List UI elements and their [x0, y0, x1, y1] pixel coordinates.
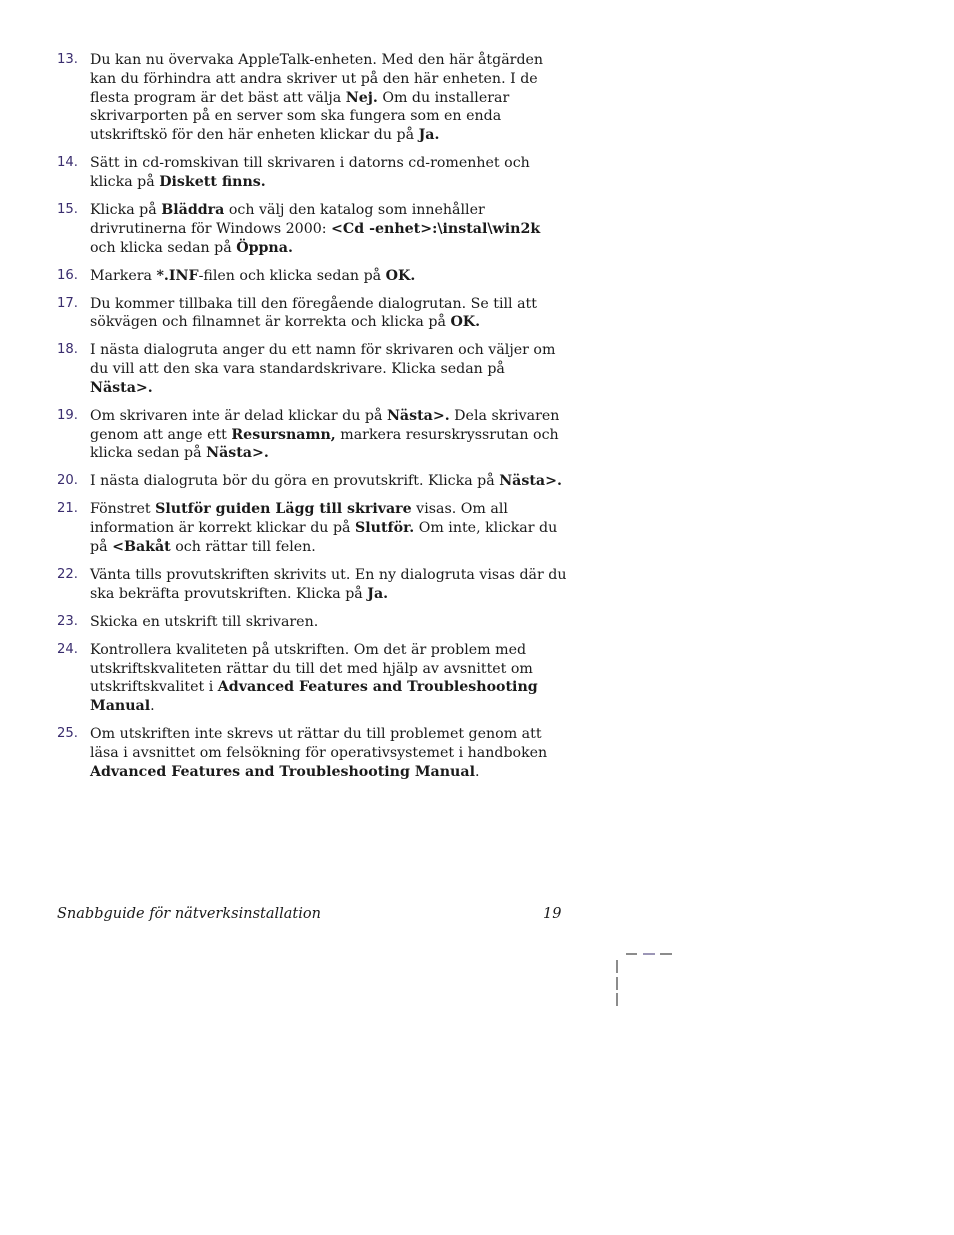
list-item [57, 51, 567, 145]
ui-term: OK. [450, 314, 481, 331]
crop-marks [612, 948, 682, 1008]
ui-term: *.INF [156, 267, 199, 284]
ui-term: Ja. [367, 585, 389, 602]
step-text [90, 614, 318, 630]
ui-term: <Cd -enhet>:\instal\win2k [331, 220, 541, 237]
footer-document-title: Snabbguide för nätverksinstallation [57, 906, 321, 922]
text-segment: Fönstret [90, 501, 156, 518]
ui-term: Nästa>. [90, 379, 153, 396]
text-segment: . [150, 698, 155, 715]
ui-term: Nästa>. [386, 407, 450, 424]
list-item [57, 566, 567, 604]
list-item [57, 500, 567, 556]
text-segment: markera resurskryssrutan och klicka sedan på [90, 426, 559, 462]
step-text [90, 567, 567, 602]
ui-term: Bläddra [161, 201, 225, 218]
ui-term: Slutför. [355, 520, 415, 537]
step-number: 16. [57, 267, 78, 283]
step-number: 23. [57, 613, 78, 629]
ui-term: Slutför guiden Lägg till skrivare [155, 501, 412, 518]
text-segment: och rättar till felen. [170, 539, 316, 556]
list-item [57, 201, 567, 257]
step-text [90, 52, 543, 143]
step-text [90, 202, 540, 256]
step-text [90, 296, 537, 331]
step-text [90, 342, 555, 396]
text-segment: Dela skrivaren genom att ange ett [90, 407, 560, 443]
step-text [90, 473, 562, 489]
text-segment: Om inte, klickar du på [90, 520, 558, 556]
list-item [57, 725, 567, 781]
step-text [90, 268, 415, 284]
text-segment: Du kommer tillbaka till den föregående dialogrutan. Se till att sökvägen och filnamnet är korrekta och klicka på [90, 295, 537, 331]
text-segment: Vänta tills provutskriften skrivits ut. En ny dialogruta visas där du ska bekräfta provutskriften. Klicka på [90, 567, 567, 602]
text-segment: och välj den katalog som innehåller drivrutinerna för Windows 2000: [90, 201, 485, 237]
step-text [90, 408, 559, 462]
step-text [90, 501, 557, 555]
list-item [57, 154, 567, 192]
text-segment: och klicka sedan på [90, 239, 237, 256]
text-segment: Markera [90, 267, 157, 284]
step-number: 15. [57, 201, 78, 217]
ui-term: OK. [385, 267, 416, 284]
text-segment: visas. Om all information är korrekt klickar du på [90, 501, 508, 537]
step-number: 13. [57, 52, 78, 67]
text-segment: I nästa dialogruta bör du göra en provutskrift. Klicka på [90, 473, 500, 490]
step-text [90, 726, 547, 780]
step-number: 17. [57, 295, 78, 311]
text-segment: Om du installerar skrivarporten på en server som ska fungera som en enda utskriftskö för den här enheten klickar du på [90, 89, 510, 144]
list-item [57, 341, 567, 397]
step-number: 24. [57, 641, 78, 657]
list-item [57, 641, 567, 716]
step-text [90, 642, 538, 714]
step-number: 19. [57, 407, 78, 423]
text-segment: Kontrollera kvaliteten på utskriften. Om det är problem med utskriftskvaliteten rättar du till det med hjälp av avsnittet om utskriftskvalitet i [90, 641, 533, 696]
text-segment: Om utskriften inte skrevs ut rättar du till problemet genom att läsa i avsnittet om felsökning för operativsystemet i handboken [90, 726, 548, 761]
step-number: 14. [57, 155, 78, 171]
ui-term: Advanced Features and Troubleshooting Manual [90, 763, 475, 780]
list-item [57, 295, 567, 333]
ui-term: <Bakåt [112, 539, 171, 556]
step-number: 18. [57, 342, 78, 358]
text-segment: Sätt in cd-romskivan till skrivaren i datorns cd-romenhet och klicka på [90, 155, 530, 190]
list-item [57, 407, 567, 463]
ui-term: Advanced Features and Troubleshooting Manual [90, 679, 538, 715]
text-segment: Skicka en utskrift till skrivaren. [90, 613, 319, 630]
step-number: 20. [57, 473, 78, 489]
ui-term: Nästa>. [499, 473, 562, 490]
ui-term: Resursnamn, [231, 426, 336, 443]
text-segment: -filen och klicka sedan på [198, 267, 386, 284]
ui-term: Nästa>. [206, 445, 269, 462]
text-segment: . [474, 763, 480, 780]
text-segment: I nästa dialogruta anger du ett namn för skrivaren och väljer om du vill att den ska vara standardskrivare. Klicka sedan på [90, 342, 556, 378]
step-text [90, 155, 530, 190]
list-item [57, 613, 567, 632]
ui-term: Öppna. [236, 239, 293, 256]
text-segment: Du kan nu övervaka AppleTalk-enheten. Med den här åtgärden kan du förhindra att andra skriver ut på den här enheten. I de flesta program är det bäst att välja [90, 52, 544, 106]
step-number: 25. [57, 726, 78, 742]
step-number: 21. [57, 501, 78, 517]
list-item [57, 472, 567, 491]
text-segment: Om skrivaren inte är delad klickar du på [90, 407, 387, 424]
text-segment: Klicka på [90, 201, 162, 218]
list-item [57, 267, 567, 286]
step-number: 22. [57, 567, 78, 583]
footer-page-number: 19 [543, 906, 562, 922]
ui-term: Nej. [345, 89, 378, 106]
ui-term: Diskett finns. [159, 173, 266, 190]
ui-term: Ja. [418, 127, 440, 144]
instruction-list [57, 51, 567, 791]
